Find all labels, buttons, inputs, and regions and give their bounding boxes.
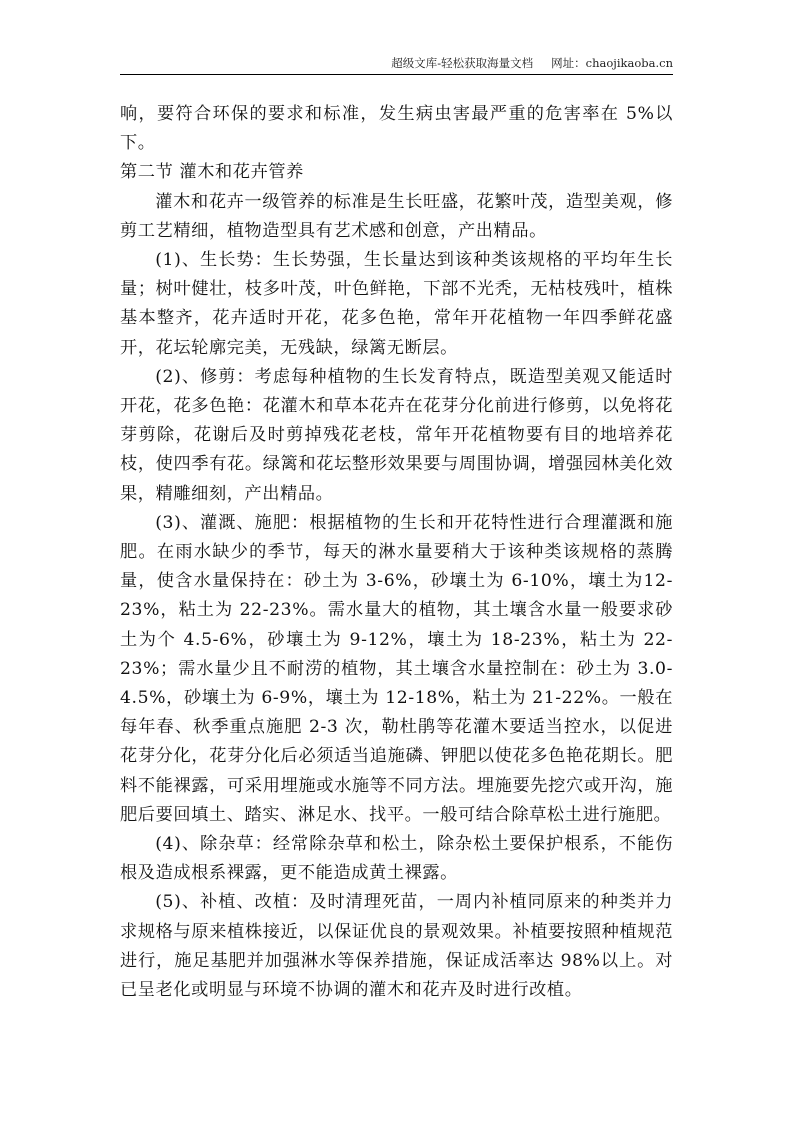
header-url-label: 网址： xyxy=(551,56,586,70)
paragraph-weeding: (4)、除杂草：经常除杂草和松土，除杂松土要保护根系，不能伤根及造成根系裸露，更不能造成黄土裸露。 xyxy=(120,834,673,884)
paragraph-intro: 灌木和花卉一级管养的标准是生长旺盛，花繁叶茂，造型美观，修剪工艺精细，植物造型具有艺术感和创意，产出精品。 xyxy=(120,191,673,241)
section-heading: 第二节 灌木和花卉管养 xyxy=(120,162,304,183)
page-header xyxy=(120,56,673,75)
paragraph-continuation: 响，要符合环保的要求和标准，发生病虫害最严重的危害率在 5%以下。 xyxy=(120,104,673,154)
paragraph-pruning: (2)、修剪：考虑每种植物的生长发育特点，既造型美观又能适时开花，花多色艳：花灌木和草本花卉在花芽分化前进行修剪，以免将花芽剪除，花谢后及时剪掉残花老枝，常年开花植物要有目的地培养花枝，使四季有花。绿篱和花坛整形效果要与周围协调，增强园林美化效果，精雕细刻，产出精品。 xyxy=(120,366,673,504)
document-body xyxy=(120,100,673,1005)
paragraph-irrigation: (3)、灌溉、施肥：根据植物的生长和开花特性进行合理灌溉和施肥。在雨水缺少的季节，每天的淋水量要稍大于该种类该规格的蒸腾量，使含水量保持在：砂土为 3-6%，砂壤土为 6-10%，壤土为12-23%，粘土为 22-23%。需水量大的植物，其土壤含水量一般要求砂土为个 4.5-6%，砂壤土为 9-12%，壤土为 18-23%，粘土为 22-23%；需水量少且不耐涝的植物，其土壤含水量控制在：砂土为 3.0-4.5%，砂壤土为 6-9%，壤土为 12-18%，粘土为 21-22%。一般在每年春、秋季重点施肥 2-3 次，勒杜鹃等花灌木要适当控水，以促进花芽分化，花芽分化后必须适当追施磷、钾肥以使花多色艳花期长。肥料不能裸露，可采用埋施或水施等不同方法。埋施要先挖穴或开沟，施肥后要回填土、踏实、淋足水、找平。一般可结合除草松土进行施肥。 xyxy=(120,512,673,825)
header-url: chaojikaoba.cn xyxy=(585,56,673,70)
paragraph-replanting: (5)、补植、改植：及时清理死苗，一周内补植同原来的种类并力求规格与原来植株接近，以保证优良的景观效果。补植要按照种植规范进行，施足基肥并加强淋水等保养措施，保证成活率达 98%以上。对已呈老化或明显与环境不协调的灌木和花卉及时进行改植。 xyxy=(120,892,673,1001)
header-site-name: 超级文库-轻松获取海量文档 xyxy=(391,56,534,70)
paragraph-growth: (1)、生长势：生长势强，生长量达到该种类该规格的平均年生长量；树叶健壮，枝多叶茂，叶色鲜艳，下部不光秃，无枯枝残叶，植株基本整齐，花卉适时开花，花多色艳，常年开花植物一年四季鲜花盛开，花坛轮廓完美，无残缺，绿篱无断层。 xyxy=(120,250,673,358)
